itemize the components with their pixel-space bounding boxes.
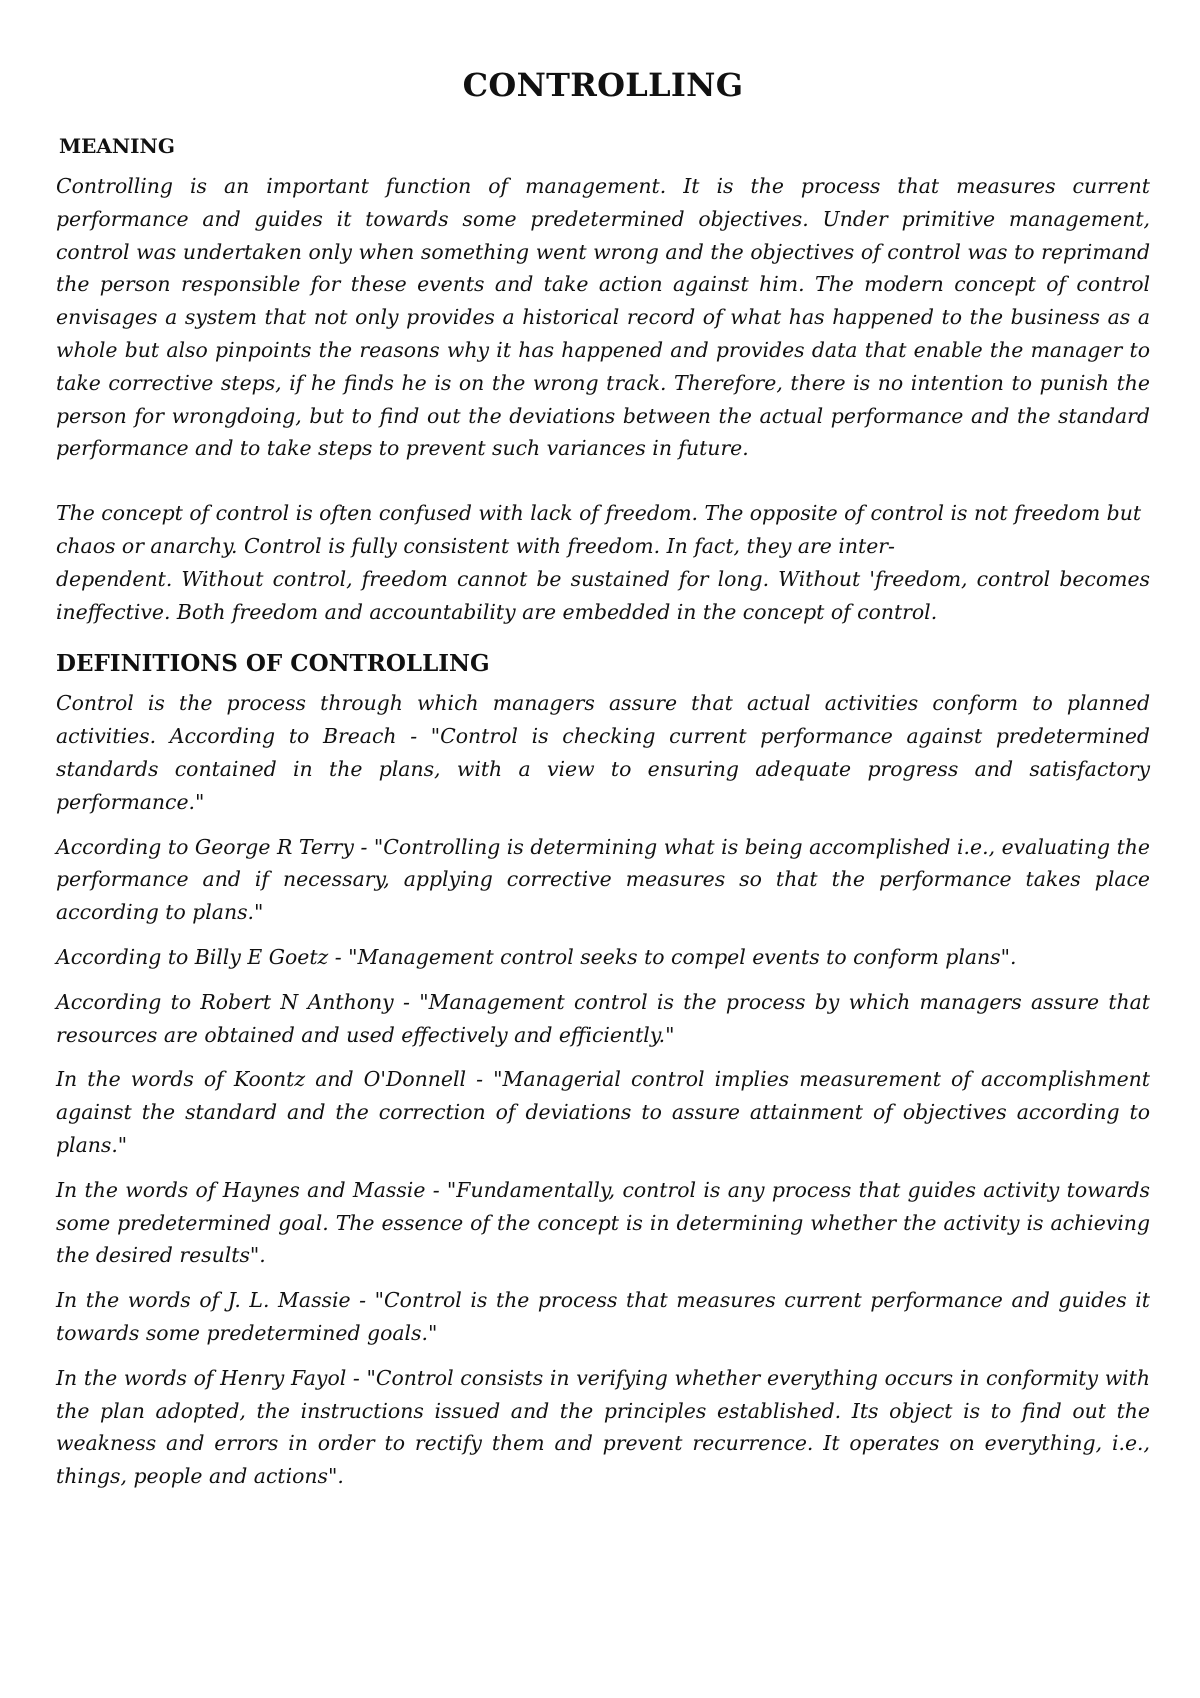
freedom-paragraph-part-2: dependent. Without control, freedom cannot be sustained for long. Without 'freedom, control becomes ineffective. Both freedom and accountability are embedded in the concept of control. [56, 566, 1150, 624]
page-title: CONTROLLING [462, 66, 744, 104]
definition-paragraph: Control is the process through which managers assure that actual activities conform to planned activities. According to Breach - "Control is checking current performance against predetermined standards contained in the plans, with a view to ensuring adequate progress and satisfactory performance." [56, 691, 1150, 814]
definition-paragraph: According to George R Terry - "Controlling is determining what is being accomplished i.e., evaluating the performance and if necessary, applying corrective measures so that the performance takes place according to plans." [56, 834, 1150, 925]
meaning-heading: MEANING [59, 134, 175, 158]
freedom-paragraph [56, 497, 1150, 628]
definitions-heading: DEFINITIONS OF CONTROLLING [56, 650, 490, 678]
definition-paragraph: In the words of Henry Fayol - "Control consists in verifying whether everything occurs in conformity with the plan adopted, the instructions issued and the principles established. Its object is to find out the weakness and errors in order to rectify them and prevent recurrence. It operates on everything, i.e., things, people and actions". [56, 1365, 1150, 1489]
definition-paragraph: In the words of Koontz and O'Donnell - "Managerial control implies measurement of accomplishment against the standard and the correction of deviations to assure attainment of objectives according to plans." [56, 1067, 1150, 1157]
definition-paragraph: According to Billy E Goetz - "Management control seeks to compel events to conform plans". [56, 944, 1017, 969]
definition-paragraph: In the words of J. L. Massie - "Control is the process that measures current performance and guides it towards some predetermined goals." [56, 1288, 1150, 1345]
meaning-paragraph: Controlling is an important function of management. It is the process that measures current performance and guides it towards some predetermined objectives. Under primitive management, control was undertaken only when something went wrong and the objectives of control was to reprimand the person responsible for these events and take action against him. The modern concept of control envisages a system that not only provides a historical record of what has happened to the business as a whole but also pinpoints the reasons why it has happened and provides data that enable the manager to take corrective steps, if he finds he is on the wrong track. Therefore, there is no intention to punish the person for wrongdoing, but to find out the deviations between the actual performance and the standard performance and to take steps to prevent such variances in future. [56, 174, 1150, 461]
definition-paragraph: According to Robert N Anthony - "Management control is the process by which managers assure that resources are obtained and used effectively and efficiently." [56, 989, 1150, 1047]
definition-paragraph: In the words of Haynes and Massie - "Fundamentally, control is any process that guides activity towards some predetermined goal. The essence of the concept is in determining whether the activity is achieving the desired results". [56, 1177, 1150, 1268]
document-page [56, 66, 1150, 1505]
freedom-paragraph-part-1: The concept of control is often confused with lack of freedom. The opposite of control is not freedom but chaos or anarchy. Control is fully consistent with freedom. In fact, they are inter- [56, 501, 1142, 558]
